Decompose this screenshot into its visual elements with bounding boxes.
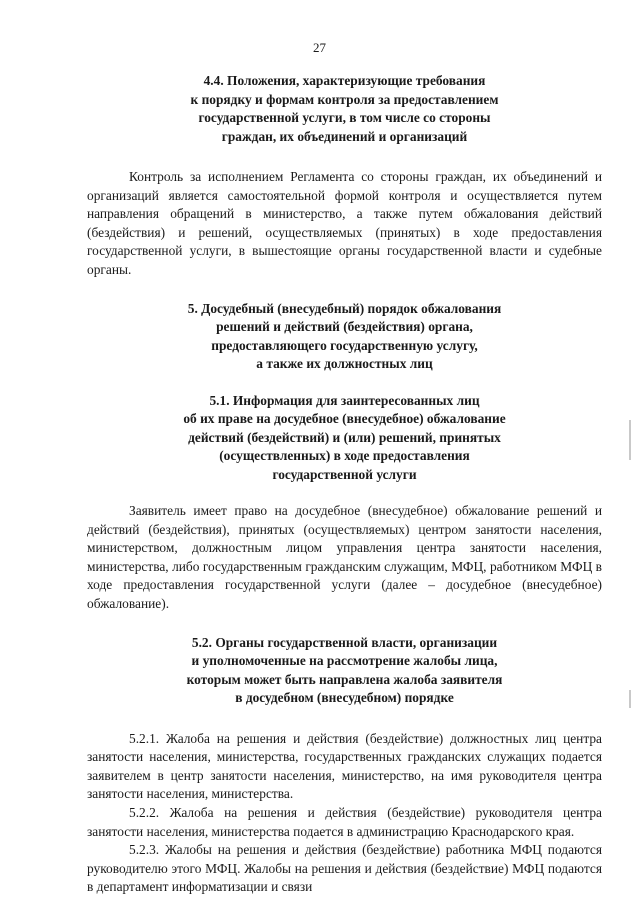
heading-line: 5.1. Информация для заинтересованных лиц xyxy=(209,392,480,408)
paragraph-5-2-2: 5.2.2. Жалоба на решения и действия (бездействие) руководителя центра занятости населения, министерства подается в администрацию Краснодарского края. xyxy=(87,805,602,839)
section-4-4-paragraph: Контроль за исполнением Регламента со стороны граждан, их объединений и организаций является самостоятельной формой контроля и осуществляется путем направления обращений в министерство, а также путем обжалования действий (бездействия) и решений, осуществляемых (принятых) в ходе предоставления государственной услуги, в вышестоящие органы государственной власти и судебные органы. xyxy=(87,169,602,277)
heading-line: предоставляющего государственную услугу, xyxy=(211,337,478,353)
heading-line: к порядку и формам контроля за предоставлением xyxy=(190,91,499,107)
page-content xyxy=(87,66,602,897)
paragraph-5-2-1: 5.2.1. Жалоба на решения и действия (бездействие) должностных лиц центра занятости населения, министерства, государственных гражданских служащих подается заявителем в центр занятости населения, министерство, на имя руководителя центра занятости населения, министерства. xyxy=(87,730,602,802)
paragraph-5-2-3: 5.2.3. Жалобы на решения и действия (бездействие) работника МФЦ подаются руководителю этого МФЦ. Жалобы на решения и действия (бездействие) МФЦ подаются в департамент информатизации и связи xyxy=(87,842,602,895)
heading-line: действий (бездействий) и (или) решений, принятых xyxy=(188,429,501,445)
heading-line: которым может быть направлена жалоба заявителя xyxy=(186,671,503,687)
heading-line: (осуществленных) в ходе предоставления xyxy=(219,448,470,464)
heading-line: граждан, их объединений и организаций xyxy=(221,128,468,144)
heading-line: в досудебном (внесудебном) порядке xyxy=(235,690,454,706)
heading-line: решений и действий (бездействия) органа, xyxy=(216,319,473,335)
section-5-1-paragraph: Заявитель имеет право на досудебное (внесудебное) обжалование решений и действий (бездействия), принятых (осуществляемых) центром занятости населения, министерством, должностным лицом управления центра занятости населения, министерства, либо государственным гражданским служащим, МФЦ, работником МФЦ в ходе предоставления государственной услуги (далее – досудебное (внесудебное) обжалование). xyxy=(87,503,602,612)
section-4-4-heading xyxy=(165,72,525,146)
section-5-heading xyxy=(165,300,525,374)
heading-line: 5.2. Органы государственной власти, организации xyxy=(191,634,498,650)
section-5-2-heading xyxy=(145,634,545,708)
scan-edge-mark xyxy=(629,690,631,708)
section-5-1-heading xyxy=(160,392,530,485)
heading-line: об их праве на досудебное (внесудебное) обжалование xyxy=(183,411,506,427)
heading-line: 5. Досудебный (внесудебный) порядок обжалования xyxy=(187,300,502,316)
heading-line: и уполномоченные на рассмотрение жалобы лица, xyxy=(191,653,498,669)
heading-line: а также их должностных лиц xyxy=(256,356,433,372)
scan-edge-mark xyxy=(629,420,631,460)
heading-line: государственной услуги, в том числе со стороны xyxy=(198,110,491,125)
heading-line: 4.4. Положения, характеризующие требования xyxy=(203,73,486,88)
page-number: 27 xyxy=(313,40,326,55)
heading-line: государственной услуги xyxy=(272,466,417,482)
